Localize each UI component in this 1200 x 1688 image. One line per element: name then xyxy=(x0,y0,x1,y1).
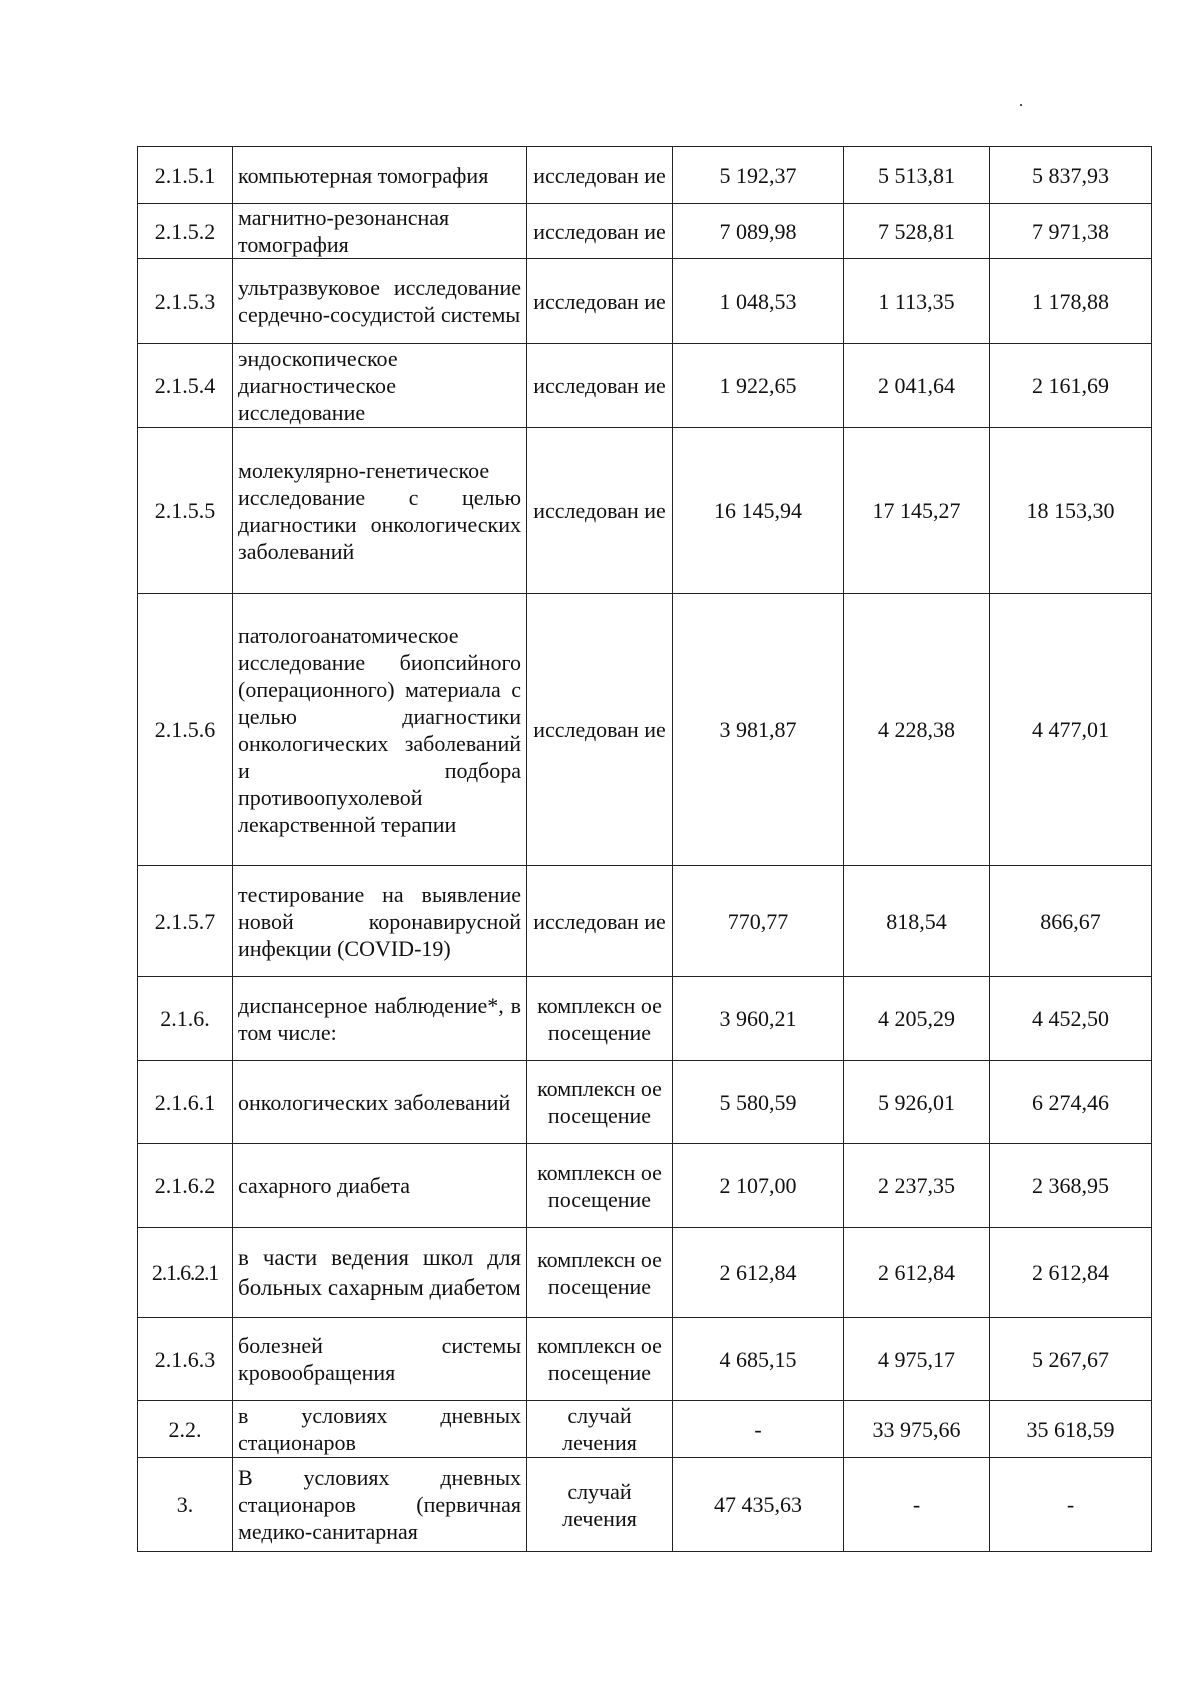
row-description: магнитно-резонансная томография xyxy=(233,204,527,259)
row-value-2: 2 041,64 xyxy=(844,344,990,428)
row-value-3: 6 274,46 xyxy=(990,1061,1152,1144)
table-row xyxy=(138,866,1152,977)
row-number: 2.1.6.2.1 xyxy=(138,1228,233,1318)
row-value-3: 35 618,59 xyxy=(990,1401,1152,1458)
row-value-1: 2 107,00 xyxy=(673,1144,844,1228)
row-description: онкологических заболеваний xyxy=(233,1061,527,1144)
row-unit: случай лечения xyxy=(527,1401,673,1458)
row-unit: исследован ие xyxy=(527,259,673,344)
row-unit: комплексн ое посещение xyxy=(527,1144,673,1228)
row-value-3: 866,67 xyxy=(990,866,1152,977)
row-value-3: 4 452,50 xyxy=(990,977,1152,1061)
table-row xyxy=(138,1401,1152,1458)
row-value-2: 5 513,81 xyxy=(844,147,990,204)
row-unit: исследован ие xyxy=(527,147,673,204)
row-value-2: 7 528,81 xyxy=(844,204,990,259)
row-number: 2.1.5.1 xyxy=(138,147,233,204)
row-value-1: 5 192,37 xyxy=(673,147,844,204)
row-description: ультразвуковое исследование сердечно-сосудистой системы xyxy=(233,259,527,344)
table-row xyxy=(138,1318,1152,1401)
row-value-1: - xyxy=(673,1401,844,1458)
row-unit: комплексн ое посещение xyxy=(527,1318,673,1401)
row-number: 2.1.6.2 xyxy=(138,1144,233,1228)
row-value-1: 1 922,65 xyxy=(673,344,844,428)
row-value-1: 16 145,94 xyxy=(673,428,844,594)
row-number: 2.1.5.5 xyxy=(138,428,233,594)
table-row xyxy=(138,428,1152,594)
table-row xyxy=(138,594,1152,866)
row-number: 2.1.6. xyxy=(138,977,233,1061)
row-description: тестирование на выявление новой коронавирусной инфекции (COVID-19) xyxy=(233,866,527,977)
row-value-1: 47 435,63 xyxy=(673,1458,844,1552)
row-description: в условиях дневных стационаров xyxy=(233,1401,527,1458)
row-number: 2.1.5.2 xyxy=(138,204,233,259)
scan-speck xyxy=(1020,104,1022,106)
row-value-2: 2 237,35 xyxy=(844,1144,990,1228)
row-description: компьютерная томография xyxy=(233,147,527,204)
row-number: 2.1.5.3 xyxy=(138,259,233,344)
row-description: в части ведения школ для больных сахарным диабетом xyxy=(233,1228,527,1318)
row-value-1: 5 580,59 xyxy=(673,1061,844,1144)
row-number: 2.1.5.7 xyxy=(138,866,233,977)
row-unit: исследован ие xyxy=(527,428,673,594)
row-description: молекулярно-генетическое исследование с целью диагностики онкологических заболеваний xyxy=(233,428,527,594)
row-value-3: 5 267,67 xyxy=(990,1318,1152,1401)
row-number: 2.1.6.1 xyxy=(138,1061,233,1144)
row-description: патологоанатомическое исследование биопсийного (операционного) материала с целью диагностики онкологических заболеваний и подбора противоопухолевой лекарственной терапии xyxy=(233,594,527,866)
row-description: эндоскопическое диагностическое исследование xyxy=(233,344,527,428)
row-unit: комплексн ое посещение xyxy=(527,1228,673,1318)
row-value-3: 18 153,30 xyxy=(990,428,1152,594)
table-row xyxy=(138,977,1152,1061)
row-value-1: 1 048,53 xyxy=(673,259,844,344)
row-value-3: 7 971,38 xyxy=(990,204,1152,259)
row-number: 2.1.5.6 xyxy=(138,594,233,866)
table-row xyxy=(138,147,1152,204)
row-unit: исследован ие xyxy=(527,344,673,428)
row-value-1: 770,77 xyxy=(673,866,844,977)
row-value-2: - xyxy=(844,1458,990,1552)
row-description: болезней системы кровообращения xyxy=(233,1318,527,1401)
row-value-3: 4 477,01 xyxy=(990,594,1152,866)
row-value-2: 5 926,01 xyxy=(844,1061,990,1144)
row-value-2: 818,54 xyxy=(844,866,990,977)
row-value-2: 2 612,84 xyxy=(844,1228,990,1318)
table-row xyxy=(138,259,1152,344)
row-value-2: 33 975,66 xyxy=(844,1401,990,1458)
row-unit: комплексн ое посещение xyxy=(527,1061,673,1144)
row-value-2: 4 228,38 xyxy=(844,594,990,866)
row-number: 2.1.6.3 xyxy=(138,1318,233,1401)
row-unit: комплексн ое посещение xyxy=(527,977,673,1061)
row-number: 2.1.5.4 xyxy=(138,344,233,428)
table-row xyxy=(138,204,1152,259)
row-unit: исследован ие xyxy=(527,866,673,977)
row-value-2: 4 975,17 xyxy=(844,1318,990,1401)
row-number: 2.2. xyxy=(138,1401,233,1458)
row-value-2: 4 205,29 xyxy=(844,977,990,1061)
row-value-1: 4 685,15 xyxy=(673,1318,844,1401)
row-description: диспансерное наблюдение*, в том числе: xyxy=(233,977,527,1061)
row-description: сахарного диабета xyxy=(233,1144,527,1228)
row-value-2: 17 145,27 xyxy=(844,428,990,594)
tariff-table xyxy=(137,146,1152,1552)
table-row xyxy=(138,1458,1152,1552)
row-unit: исследован ие xyxy=(527,204,673,259)
row-value-3: 5 837,93 xyxy=(990,147,1152,204)
table-row xyxy=(138,1144,1152,1228)
row-unit: исследован ие xyxy=(527,594,673,866)
row-value-1: 7 089,98 xyxy=(673,204,844,259)
row-value-3: 2 612,84 xyxy=(990,1228,1152,1318)
table-row xyxy=(138,344,1152,428)
row-value-1: 3 960,21 xyxy=(673,977,844,1061)
table-row xyxy=(138,1228,1152,1318)
row-value-3: 1 178,88 xyxy=(990,259,1152,344)
row-value-1: 2 612,84 xyxy=(673,1228,844,1318)
row-value-3: - xyxy=(990,1458,1152,1552)
row-number: 3. xyxy=(138,1458,233,1552)
row-unit: случай лечения xyxy=(527,1458,673,1552)
row-value-3: 2 368,95 xyxy=(990,1144,1152,1228)
row-value-1: 3 981,87 xyxy=(673,594,844,866)
row-value-3: 2 161,69 xyxy=(990,344,1152,428)
row-value-2: 1 113,35 xyxy=(844,259,990,344)
table-row xyxy=(138,1061,1152,1144)
row-description: В условиях дневных стационаров (первичная медико-санитарная xyxy=(233,1458,527,1552)
